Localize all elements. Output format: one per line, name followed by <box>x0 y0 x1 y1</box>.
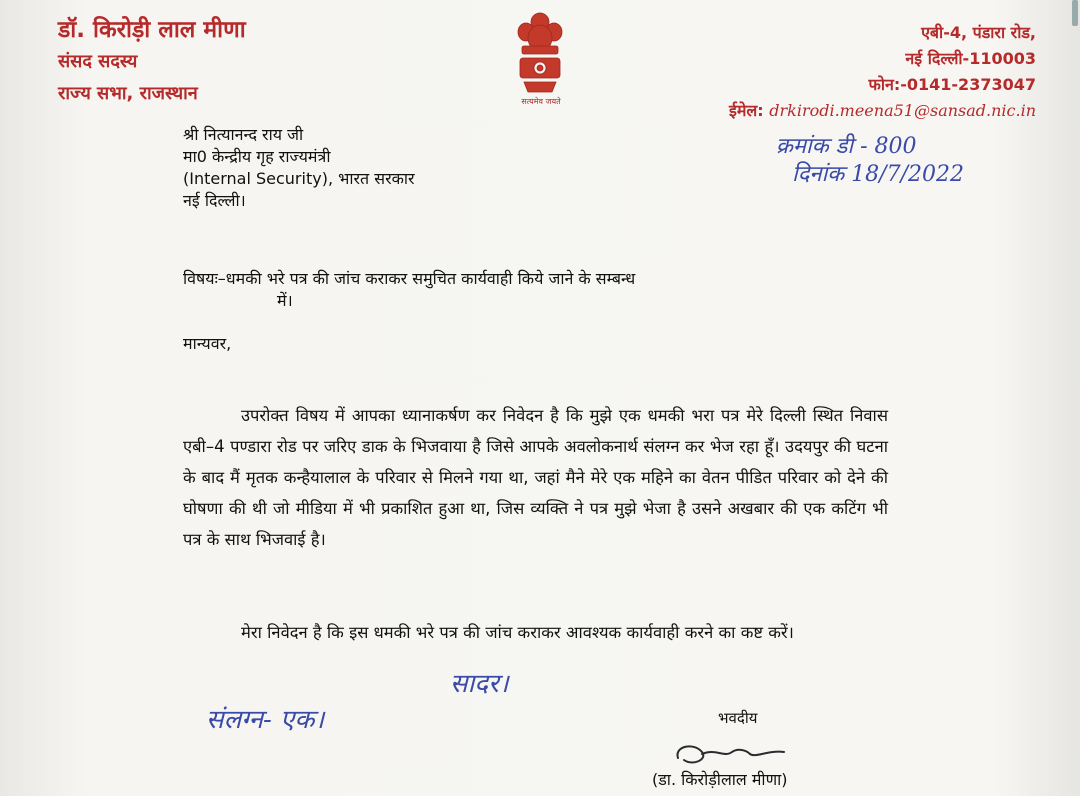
phone-number: फोन:-0141-2373047 <box>868 75 1036 94</box>
sender-house: राज्य सभा, राजस्थान <box>58 83 198 104</box>
letterhead-right <box>729 20 1036 124</box>
email-label: ईमेल: <box>728 101 764 120</box>
salutation: मान्यवर, <box>183 334 232 353</box>
subject-continuation: में। <box>277 291 293 310</box>
addressee-name: श्री नित्यानन्द राय जी <box>183 125 304 144</box>
handwritten-regards: सादर। <box>450 669 509 699</box>
valediction: भवदीय <box>718 709 758 727</box>
emblem-motto: सत्यमेव जयते <box>521 97 561 106</box>
signer-name: (डा. किरोड़ीलाल मीणा) <box>652 770 788 789</box>
signature-icon <box>672 736 792 772</box>
addressee-department: (Internal Security), भारत सरकार <box>183 169 415 188</box>
body-paragraph-2: मेरा निवेदन है कि इस धमकी भरे पत्र की जांच कराकर आवश्यक कार्यवाही करने का कष्ट करें। <box>241 623 794 642</box>
addressee-title: मा0 केन्द्रीय गृह राज्यमंत्री <box>183 147 331 166</box>
address-line-1: एबी-4, पंडारा रोड, <box>921 23 1036 42</box>
subject-text: विषयः–धमकी भरे पत्र की जांच कराकर समुचित कार्यवाही किये जाने के सम्बन्ध <box>183 269 636 288</box>
subject-line <box>183 268 883 312</box>
email-address: drkirodi.meena51@sansad.nic.in <box>769 101 1036 120</box>
letterhead-left <box>58 14 246 110</box>
handwritten-enclosure: संलग्न- एक। <box>206 705 325 735</box>
reference-date: दिनांक 18/7/2022 <box>792 162 964 187</box>
reference-number: क्रमांक डी - 800 <box>776 134 917 159</box>
addressee-city: नई दिल्ली। <box>183 191 246 210</box>
body-paragraph-1: उपरोक्त विषय में आपका ध्यानाकर्षण कर निवेदन है कि मुझे एक धमकी भरा पत्र मेरे दिल्ली स्थित निवास एबी–4 पण्डारा रोड पर जरिए डाक के भिजवाया है जिसे आपके अवलोकनार्थ संलग्न कर भेज रहा हूँ। उदयपुर की घटना के बाद मैं मृतक कन्हैयालाल के परिवार से मिलने गया था, जहां मैने मेरे एक महिने का वेतन पीडित परिवार को देने की घोषणा की थी जो मीडिया में भी प्रकाशित हुआ था, जिस व्यक्ति ने पत्र मुझे भेजा है उसने अखबार की एक कटिंग भी पत्र के साथ भिजवाई है। <box>183 406 888 549</box>
sender-name: डॉ. किरोड़ी लाल मीणा <box>58 17 246 43</box>
address-line-2: नई दिल्ली-110003 <box>905 49 1036 68</box>
page-edge-marker <box>1072 0 1078 26</box>
sender-designation: संसद सदस्य <box>58 51 138 72</box>
state-emblem-icon <box>508 8 572 108</box>
email-line <box>729 98 1036 124</box>
addressee-block <box>183 124 415 212</box>
